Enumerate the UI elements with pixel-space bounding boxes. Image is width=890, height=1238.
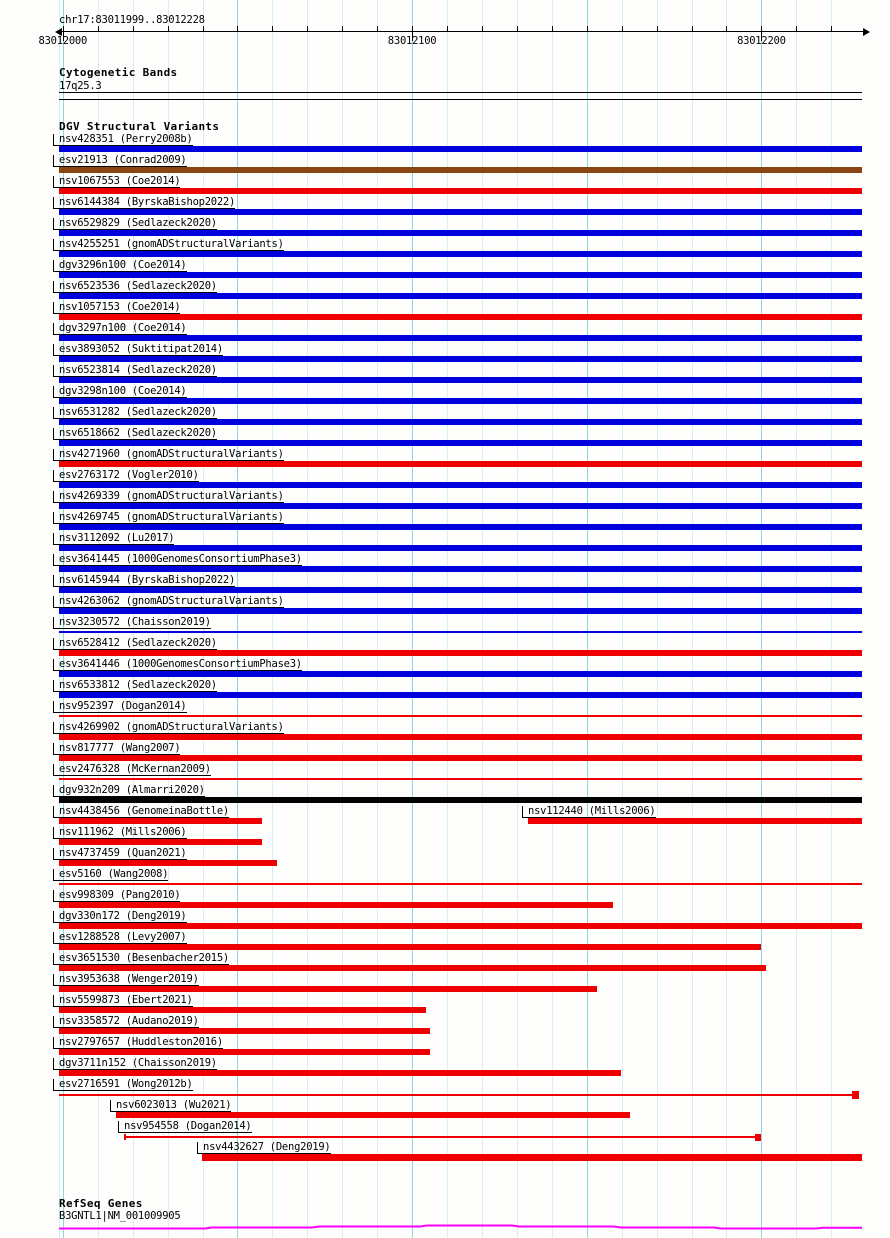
ruler-tick [657,26,658,31]
variant-bar[interactable] [59,503,862,509]
variant-line[interactable] [59,778,862,780]
variant-label[interactable]: nsv4263062 (gnomADStructuralVariants) [53,596,284,608]
variant-bar[interactable] [59,797,862,803]
variant-label[interactable]: dgv932n209 (Almarri2020) [53,785,205,797]
gridline [796,0,797,1238]
variant-label[interactable]: dgv3296n100 (Coe2014) [53,260,187,272]
variant-label[interactable]: esv1288528 (Levy2007) [53,932,187,944]
variant-label[interactable]: nsv111962 (Mills2006) [53,827,187,839]
variant-label[interactable]: dgv330n172 (Deng2019) [53,911,187,923]
variant-bar[interactable] [59,944,761,950]
variant-bar[interactable] [59,293,862,299]
variant-bar[interactable] [59,356,862,362]
ruler-tick [726,26,727,31]
variant-line[interactable] [59,631,862,633]
gridline [517,0,518,1238]
ruler-tick [517,26,518,31]
variant-label[interactable]: nsv4269339 (gnomADStructuralVariants) [53,491,284,503]
ruler-tick [168,26,169,31]
variant-label[interactable]: nsv4432627 (Deng2019) [197,1142,331,1154]
variant-bar[interactable] [59,272,862,278]
variant-bar[interactable] [59,965,766,971]
cytoband-box[interactable] [59,92,862,100]
ruler-tick [203,26,204,31]
variant-label[interactable]: nsv112440 (Mills2006) [522,806,656,818]
variant-bar[interactable] [59,650,862,656]
variant-bar[interactable] [59,377,862,383]
ruler-tick [692,26,693,31]
variant-label[interactable]: nsv952397 (Dogan2014) [53,701,187,713]
variant-bar[interactable] [59,986,597,992]
variant-bar[interactable] [59,860,277,866]
ruler-tick [133,26,134,31]
track-title-refseq: RefSeq Genes [59,1197,143,1210]
gridline [552,0,553,1238]
variant-label[interactable]: esv3893052 (Suktitipat2014) [53,344,223,356]
variant-label[interactable]: nsv5599873 (Ebert2021) [53,995,193,1007]
variant-label[interactable]: nsv6144384 (ByrskaBishop2022) [53,197,235,209]
ruler-tick-label: 83012100 [387,35,437,47]
variant-label[interactable]: esv2476328 (McKernan2009) [53,764,211,776]
variant-bar[interactable] [59,1070,621,1076]
variant-label[interactable]: esv998309 (Pang2010) [53,890,180,902]
cytoband-label: 17q25.3 [59,80,102,92]
variant-bar[interactable] [59,839,262,845]
variant-label[interactable]: esv5160 (Wang2008) [53,869,168,881]
variant-label[interactable]: nsv4438456 (GenomeinaBottle) [53,806,229,818]
refseq-gene-model[interactable] [0,1220,890,1238]
variant-bar[interactable] [59,398,862,404]
variant-label[interactable]: nsv954558 (Dogan2014) [118,1121,252,1133]
variant-bar[interactable] [202,1154,862,1161]
variant-label[interactable]: nsv6145944 (ByrskaBishop2022) [53,575,235,587]
variant-label[interactable]: dgv3297n100 (Coe2014) [53,323,187,335]
variant-bar[interactable] [59,692,862,698]
variant-label[interactable]: nsv4737459 (Quan2021) [53,848,187,860]
variant-bar[interactable] [59,608,862,614]
variant-label[interactable]: esv3641446 (1000GenomesConsortiumPhase3) [53,659,302,671]
variant-bar[interactable] [116,1112,630,1118]
variant-label[interactable]: nsv3358572 (Audano2019) [53,1016,199,1028]
ruler-tick [447,26,448,31]
variant-bar[interactable] [59,545,862,551]
variant-label[interactable]: nsv3230572 (Chaisson2019) [53,617,211,629]
refseq-gene-label: B3GNTL1|NM_001009905 [59,1210,181,1222]
variant-bar[interactable] [59,419,862,425]
variant-label[interactable]: nsv817777 (Wang2007) [53,743,180,755]
variant-bar[interactable] [59,461,862,467]
variant-bar[interactable] [59,188,862,194]
ruler-line [59,31,866,32]
ruler-tick [342,26,343,31]
variant-end-marker[interactable] [755,1134,761,1141]
variant-line[interactable] [59,715,862,717]
ruler-tick [272,26,273,31]
variant-label[interactable]: esv2716591 (Wong2012b) [53,1079,193,1091]
ruler-tick [98,26,99,31]
variant-bar[interactable] [59,167,862,173]
variant-bar[interactable] [59,209,862,215]
variant-label[interactable]: esv3641445 (1000GenomesConsortiumPhase3) [53,554,302,566]
gridline [761,0,762,1238]
variant-bar[interactable] [59,524,862,530]
gridline [657,0,658,1238]
variant-bar[interactable] [59,1049,430,1055]
variant-label[interactable]: nsv4255251 (gnomADStructuralVariants) [53,239,284,251]
track-title-dgv: DGV Structural Variants [59,120,220,133]
ruler-right-arrow-icon [863,28,870,36]
variant-label[interactable]: esv2763172 (Vogler2010) [53,470,199,482]
ruler-tick [796,26,797,31]
ruler-tick [552,26,553,31]
variant-bar[interactable] [59,230,862,236]
ruler-tick [831,26,832,31]
gridline [831,0,832,1238]
variant-label[interactable]: nsv6533812 (Sedlazeck2020) [53,680,217,692]
variant-bar[interactable] [528,818,862,824]
variant-bar[interactable] [59,566,862,572]
region-title: chr17:83011999..83012228 [59,14,205,26]
variant-bar[interactable] [59,335,862,341]
gridline [587,0,588,1238]
variant-label[interactable]: nsv428351 (Perry2008b) [53,134,193,146]
variant-label[interactable]: nsv2797657 (Huddleston2016) [53,1037,223,1049]
variant-line[interactable] [59,883,862,885]
ruler-tick-label: 83012200 [737,35,786,47]
gridline [447,0,448,1238]
variant-label[interactable]: esv3651530 (Besenbacher2015) [53,953,229,965]
variant-bar[interactable] [59,587,862,593]
ruler-tick [482,26,483,31]
variant-bar[interactable] [59,818,262,824]
variant-label[interactable]: esv21913 (Conrad2009) [53,155,187,167]
variant-label[interactable]: nsv1057153 (Coe2014) [53,302,180,314]
variant-label[interactable]: nsv6518662 (Sedlazeck2020) [53,428,217,440]
variant-bar[interactable] [59,314,862,320]
variant-start-tick[interactable] [124,1134,126,1140]
variant-line[interactable] [124,1136,761,1138]
variant-bar[interactable] [59,671,862,677]
variant-bar[interactable] [59,251,862,257]
variant-bar[interactable] [59,734,862,740]
ruler-tick [307,26,308,31]
variant-label[interactable]: nsv4269902 (gnomADStructuralVariants) [53,722,284,734]
track-title-cytobands: Cytogenetic Bands [59,66,178,79]
variant-line[interactable] [59,1094,852,1096]
variant-label[interactable]: nsv1067553 (Coe2014) [53,176,180,188]
gridline [622,0,623,1238]
ruler-tick [587,26,588,31]
ruler-tick [622,26,623,31]
variant-label[interactable]: nsv4269745 (gnomADStructuralVariants) [53,512,284,524]
variant-bar[interactable] [59,755,862,761]
variant-label[interactable]: nsv6529829 (Sedlazeck2020) [53,218,217,230]
variant-bar[interactable] [59,1028,430,1034]
variant-label[interactable]: nsv6528412 (Sedlazeck2020) [53,638,217,650]
gridline [692,0,693,1238]
variant-label[interactable]: nsv6523814 (Sedlazeck2020) [53,365,217,377]
variant-label[interactable]: dgv3298n100 (Coe2014) [53,386,187,398]
variant-bar[interactable] [59,146,862,152]
ruler-tick [377,26,378,31]
variant-label[interactable]: nsv3953638 (Wenger2019) [53,974,199,986]
variant-label[interactable]: nsv6523536 (Sedlazeck2020) [53,281,217,293]
variant-bar[interactable] [59,440,862,446]
variant-label[interactable]: nsv6531282 (Sedlazeck2020) [53,407,217,419]
ruler-tick [237,26,238,31]
variant-bar[interactable] [59,902,613,908]
variant-label[interactable]: dgv3711n152 (Chaisson2019) [53,1058,217,1070]
ruler-tick-label: 83012000 [38,35,88,47]
gridline [726,0,727,1238]
variant-end-marker[interactable] [852,1091,859,1099]
variant-label[interactable]: nsv4271960 (gnomADStructuralVariants) [53,449,284,461]
variant-bar[interactable] [59,1007,426,1013]
variant-bar[interactable] [59,482,862,488]
variant-label[interactable]: nsv6023013 (Wu2021) [110,1100,231,1112]
variant-bar[interactable] [59,923,862,929]
variant-label[interactable]: nsv3112092 (Lu2017) [53,533,174,545]
gridline [482,0,483,1238]
